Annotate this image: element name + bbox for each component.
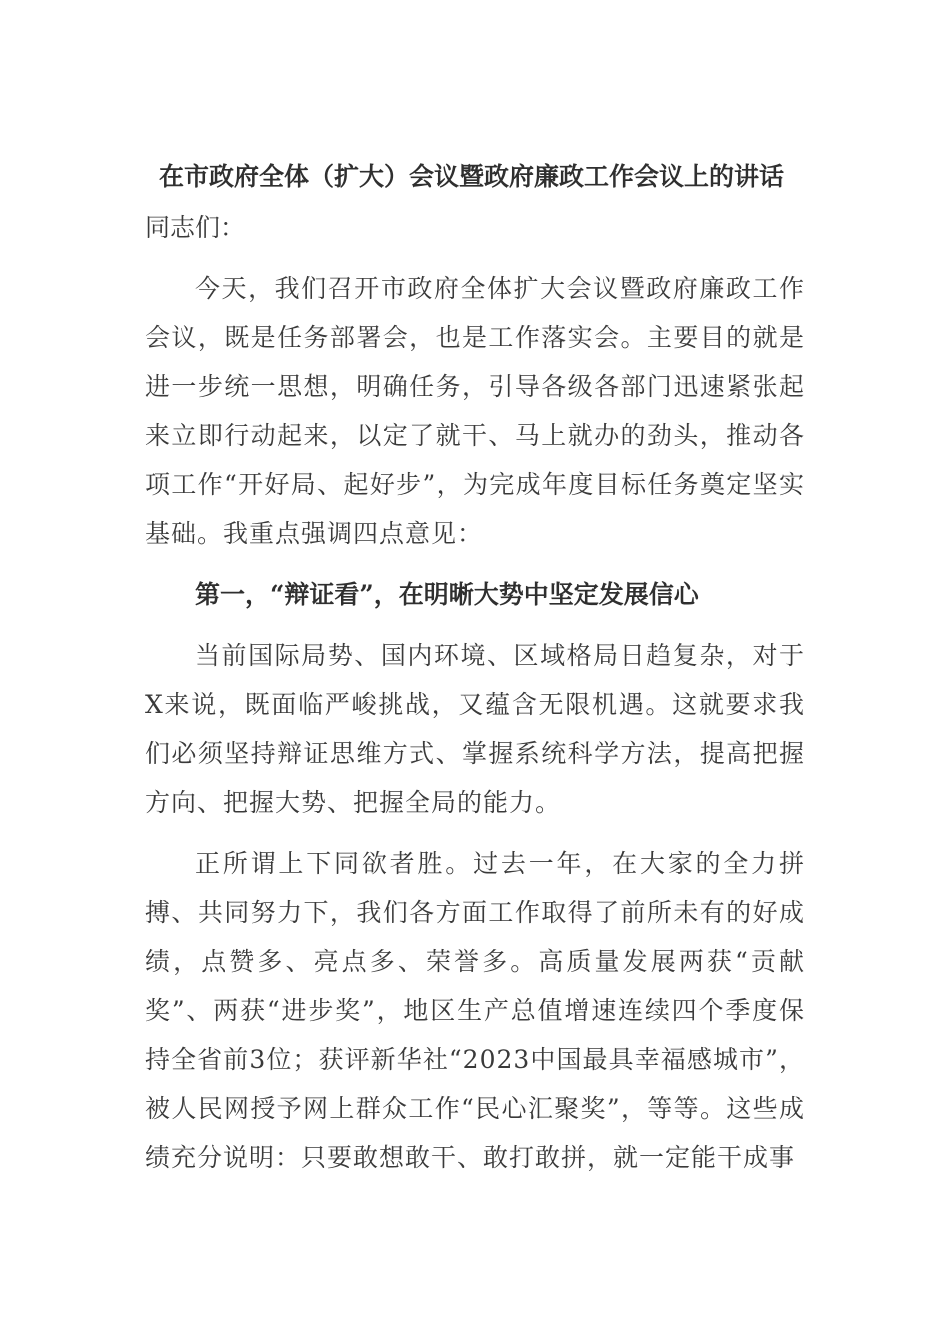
section-heading-1: 第一，“辩证看”，在明晰大势中坚定发展信心 — [195, 580, 699, 609]
section-1-paragraph-1: 当前国际局势、国内环境、区域格局日趋复杂，对于X来说，既面临严峻挑战，又蕴含无限机遇。这就要求我们必须坚持辩证思维方式、掌握系统科学方法，提高把握方向、把握大势、把握全局的能力。 — [145, 641, 805, 817]
intro-paragraph: 今天，我们召开市政府全体扩大会议暨政府廉政工作会议，既是任务部署会，也是工作落实会。主要目的就是进一步统一思想，明确任务，引导各级各部门迅速紧张起来立即行动起来，以定了就干、马上就办的劲头，推动各项工作“开好局、起好步”，为完成年度目标任务奠定坚实基础。我重点强调四点意见： — [145, 274, 805, 548]
section-1-paragraph-2: 正所谓上下同欲者胜。过去一年，在大家的全力拼搏、共同努力下，我们各方面工作取得了前所未有的好成绩，点赞多、亮点多、荣誉多。高质量发展两获“贡献奖”、两获“进步奖”，地区生产总值增速连续四个季度保持全省前3位；获评新华社“2023中国最具幸福感城市”，被人民网授予网上群众工作“民心汇聚奖”，等等。这些成绩充分说明：只要敢想敢干、敢打敢拼，就一定能干成事 — [145, 849, 805, 1172]
salutation: 同志们： — [145, 213, 246, 242]
document-title: 在市政府全体（扩大）会议暨政府廉政工作会议上的讲话 — [159, 162, 785, 191]
document-body — [145, 152, 805, 1194]
